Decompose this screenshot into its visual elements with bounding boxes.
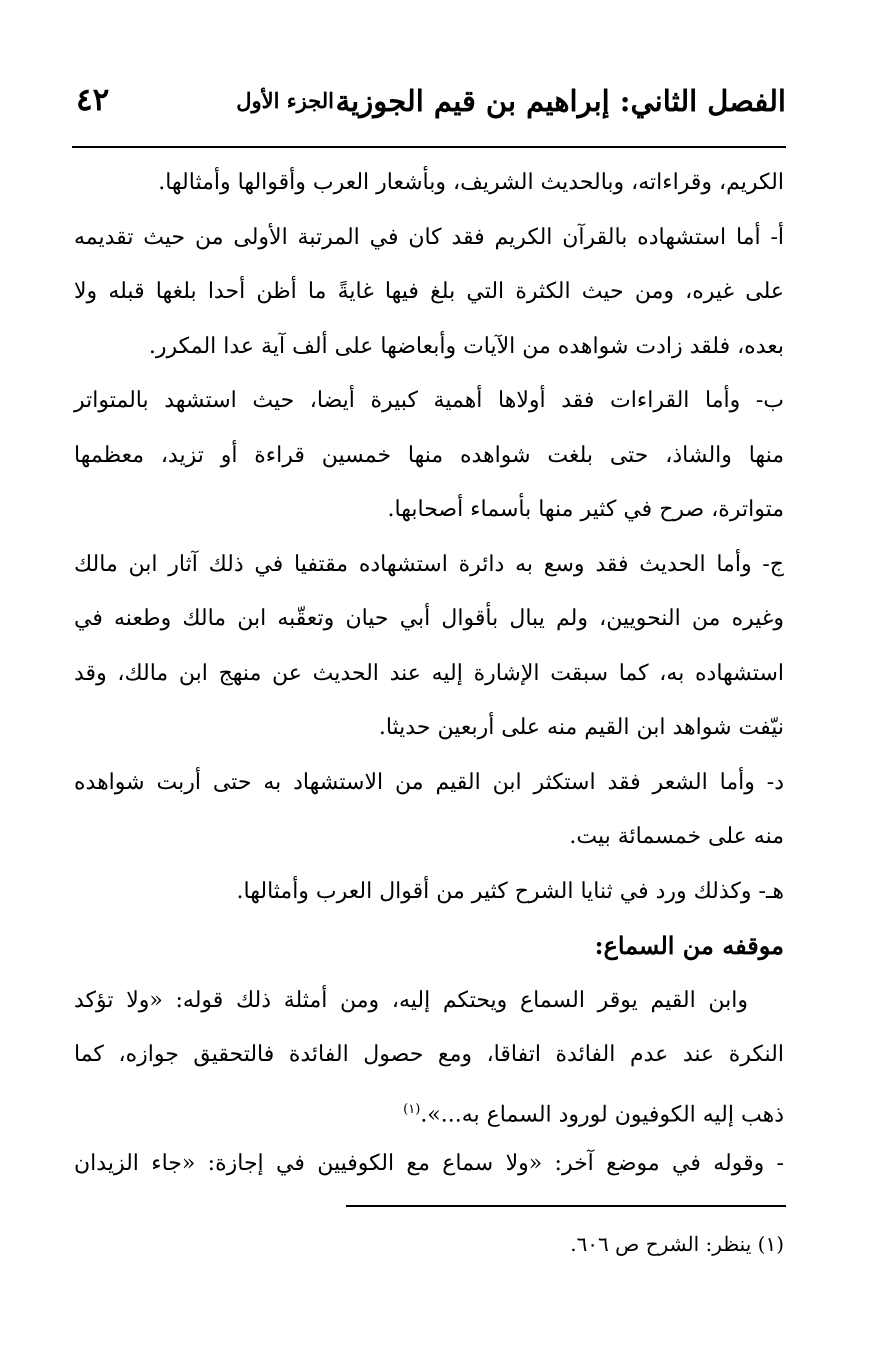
footnote: (١) ينظر: الشرح ص ٦٠٦. — [570, 1232, 784, 1256]
body-line: نيّفت شواهد ابن القيم منه على أربعين حديثا. — [378, 715, 784, 740]
part-label: الجزء الأول — [236, 88, 334, 113]
header-divider — [72, 146, 786, 148]
body-line: الكريم، وقراءاته، وبالحديث الشريف، وبأشعار العرب وأقوالها وأمثالها. — [158, 170, 784, 195]
footnote-divider — [346, 1205, 786, 1207]
page-number: ٤٢ — [76, 82, 110, 118]
body-line: النكرة عند عدم الفائدة اتفاقا، ومع حصول الفائدة فالتحقيق جوازه، كما — [74, 1042, 784, 1067]
body-line: د- وأما الشعر فقد استكثر ابن القيم من الاستشهاد به حتى أربت شواهده — [74, 769, 784, 795]
body-line: وابن القيم يوقر السماع ويحتكم إليه، ومن أمثلة ذلك قوله: «ولا تؤكد — [74, 987, 748, 1013]
body-line-with-footnote — [74, 1083, 784, 1138]
body-line: متواترة، صرح في كثير منها بأسماء أصحابها. — [387, 497, 784, 522]
footnote-marker: (١) — [403, 1101, 421, 1117]
body-line: بعده، فلقد زادت شواهده من الآيات وأبعاضها على ألف آية عدا المكرر. — [148, 333, 784, 359]
body-line: منها والشاذ، حتى بلغت شواهده منها خمسين قراءة أو تزيد، معظمها — [74, 442, 784, 468]
body-line: هـ- وكذلك ورد في ثنايا الشرح كثير من أقوال العرب وأمثالها. — [236, 878, 784, 904]
body-line: استشهاده به، كما سبقت الإشارة إليه عند الحديث عن منهج ابن مالك، وقد — [74, 660, 784, 686]
body-line: ج- وأما الحديث فقد وسع به دائرة استشهاده مقتفيا في ذلك آثار ابن مالك — [74, 551, 784, 577]
body-line: ب- وأما القراءات فقد أولاها أهمية كبيرة أيضا، حيث استشهد بالمتواتر — [74, 388, 784, 413]
body-line: أ- أما استشهاده بالقرآن الكريم فقد كان في المرتبة الأولى من حيث تقديمه — [74, 224, 784, 250]
chapter-title: الفصل الثاني: إبراهيم بن قيم الجوزية — [335, 84, 786, 118]
body-line: - وقوله في موضع آخر: «ولا سماع مع الكوفيين في إجازة: «جاء الزيدان — [74, 1151, 784, 1176]
section-heading: موقفه من السماع: — [594, 931, 784, 960]
body-line: منه على خمسمائة بيت. — [569, 824, 784, 849]
body-line: على غيره، ومن حيث الكثرة التي بلغ فيها غايةً ما أظن أحدا بلغها قبله ولا — [74, 279, 784, 304]
body-text — [74, 156, 784, 1192]
body-line: وغيره من النحويين، ولم يبال بأقوال أبي حيان وتعقّبه ابن مالك وطعنه في — [74, 606, 784, 631]
page-header — [72, 78, 786, 128]
body-line-text: ذهب إليه الكوفيون لورود السماع به...». — [420, 1101, 784, 1127]
